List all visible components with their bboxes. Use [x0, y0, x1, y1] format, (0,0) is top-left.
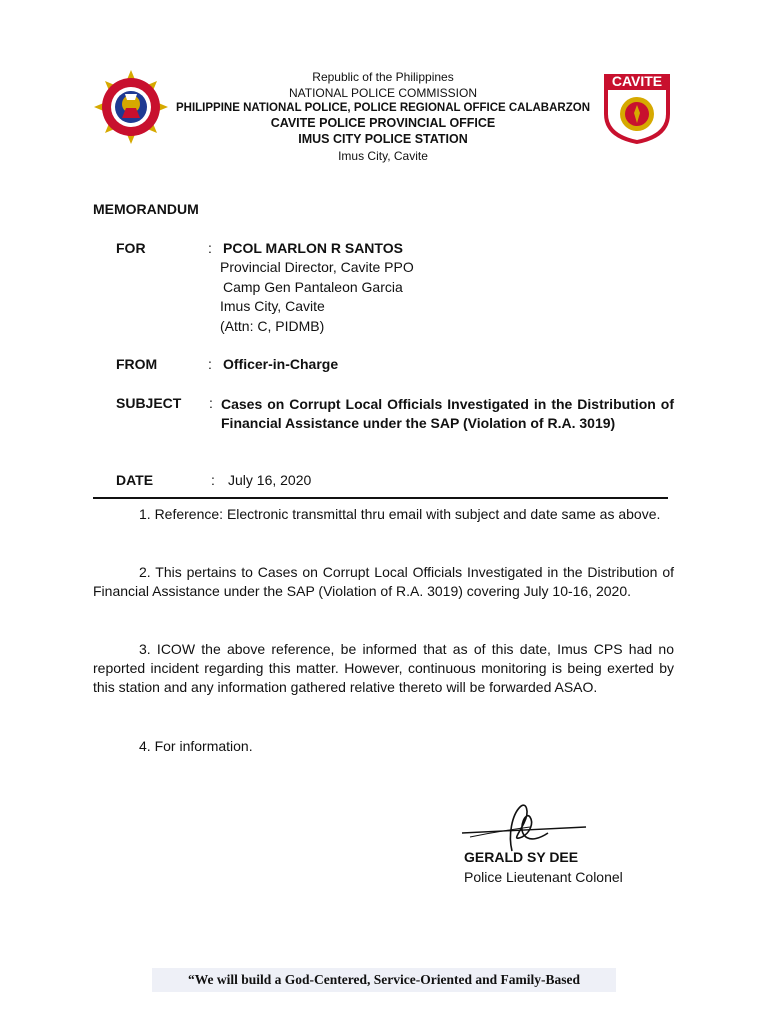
header-pnp-region: PHILIPPINE NATIONAL POLICE, POLICE REGIONAL OFFICE CALABARZON [175, 102, 591, 114]
for-line-1: Provincial Director, Cavite PPO [220, 259, 414, 275]
subject-label: SUBJECT [116, 395, 182, 411]
for-label: FOR [116, 240, 146, 256]
paragraph-4-text: 4. For information. [139, 738, 253, 754]
header-republic: Republic of the Philippines [312, 70, 454, 84]
header-imus-station: IMUS CITY POLICE STATION [298, 132, 468, 146]
date-label: DATE [116, 472, 154, 488]
footer-motto: “We will build a God-Centered, Service-Oriented and Family-Based [152, 968, 616, 992]
signatory-name: GERALD SY DEE [464, 849, 579, 865]
for-line-3: Imus City, Cavite [220, 298, 325, 314]
header-cavite-ppo: CAVITE POLICE PROVINCIAL OFFICE [270, 116, 496, 130]
for-line-4: (Attn: C, PIDMB) [220, 318, 325, 334]
paragraph-1 [93, 505, 674, 524]
header-napolcom: NATIONAL POLICE COMMISSION [288, 86, 478, 100]
paragraph-2 [93, 563, 674, 601]
from-value: Officer-in-Charge [223, 356, 339, 372]
from-label: FROM [116, 356, 158, 372]
signatory-rank: Police Lieutenant Colonel [464, 869, 623, 885]
for-name: PCOL MARLON R SANTOS [223, 240, 403, 256]
cavite-logo-banner: CAVITE [611, 73, 663, 89]
header-address: Imus City, Cavite [338, 149, 428, 163]
paragraph-2-text: 2. This pertains to Cases on Corrupt Local Officials Investigated in the Distribution of Financial Assistance under the SAP (Violation of R.A. 3019) covering July 10-16, 2020. [93, 564, 674, 600]
paragraph-1-text: 1. Reference: Electronic transmittal thru email with subject and date same as above. [139, 506, 661, 522]
for-colon: : [208, 240, 212, 256]
header-divider [93, 497, 668, 499]
date-colon: : [211, 472, 215, 488]
paragraph-3-text: 3. ICOW the above reference, be informed that as of this date, Imus CPS had no reported incident regarding this matter. However, continuous monitoring is being exerted by this station and any information gathered relative thereto will be forwarded ASAO. [93, 641, 674, 696]
subject-colon: : [209, 395, 213, 411]
from-colon: : [208, 356, 212, 372]
memo-title: MEMORANDUM [93, 201, 199, 217]
for-line-2: Camp Gen Pantaleon Garcia [223, 279, 403, 295]
paragraph-3 [93, 640, 674, 698]
subject-value: Cases on Corrupt Local Officials Investigated in the Distribution of Financial Assistance under the SAP (Violation of R.A. 3019) [221, 396, 674, 432]
paragraph-4 [93, 737, 674, 756]
date-value: July 16, 2020 [228, 472, 312, 488]
